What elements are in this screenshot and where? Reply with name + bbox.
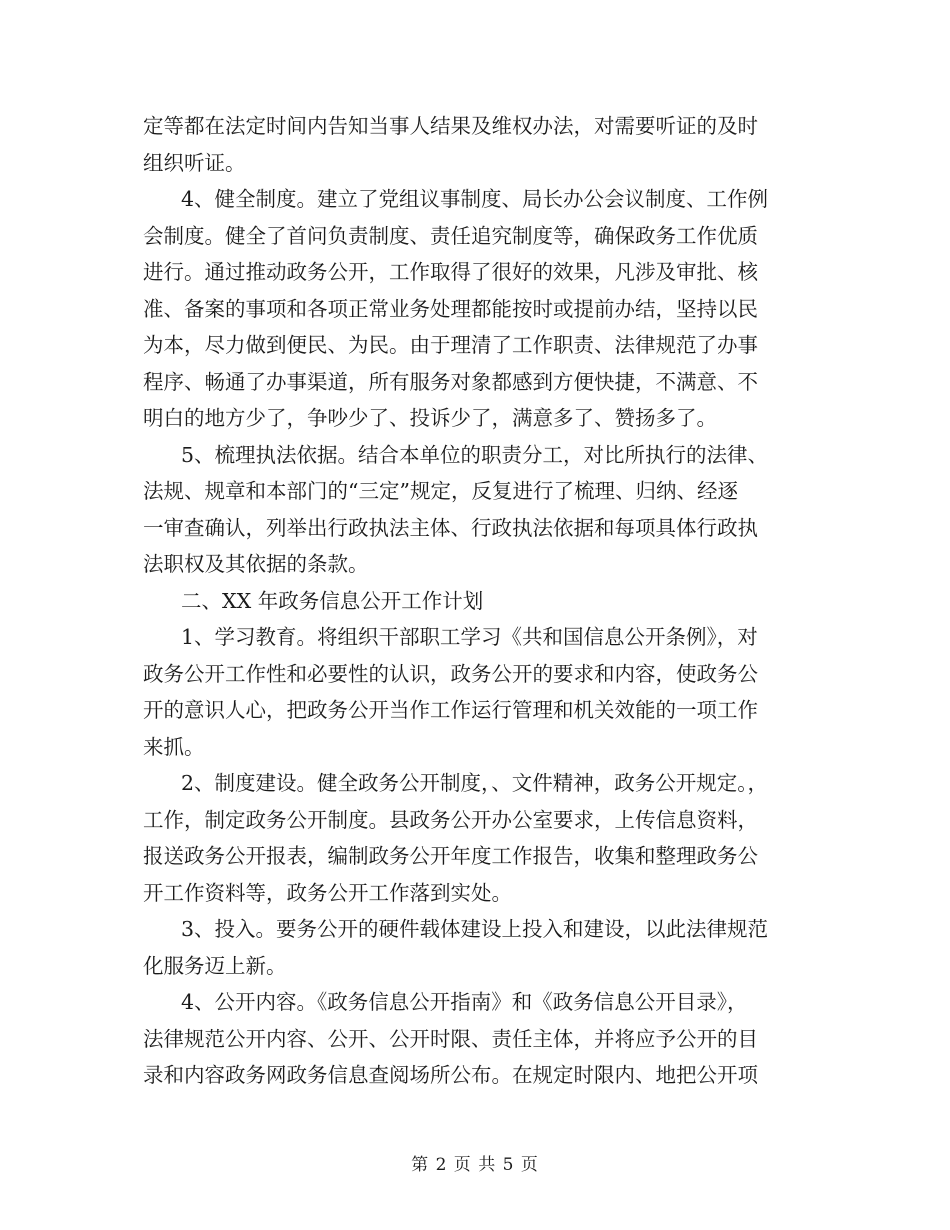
document-body bbox=[143, 108, 808, 1094]
text-line: 法职权及其依据的条款。 bbox=[143, 552, 369, 576]
text-line: 工作，制定政务公开制度。县政务公开办公室要求，上传信息资料， bbox=[143, 807, 758, 832]
text-line: 一审查确认，列举出行政执法主体、行政执法依据和每项具体行政执 bbox=[143, 515, 758, 540]
page-number-footer: 第 2 页 共 5 页 bbox=[411, 1155, 539, 1175]
text-line: 1、学习教育。将组织干部职工学习《共和国信息公开条例》，对 bbox=[181, 625, 758, 649]
text-line: 开工作资料等，政务公开工作落到实处。 bbox=[143, 880, 512, 905]
text-line: 来抓。 bbox=[143, 734, 205, 759]
text-line: 录和内容政务网政务信息查阅场所公布。在规定时限内、地把公开项 bbox=[143, 1063, 758, 1087]
text-line: 明白的地方少了，争吵少了、投诉少了，满意多了、赞扬多了。 bbox=[143, 406, 717, 430]
text-line: 为本，尽力做到便民、为民。由于理清了工作职责、法律规范了办事 bbox=[143, 333, 758, 357]
text-line: 法律规范公开内容、公开、公开时限、责任主体，并将应予公开的目 bbox=[143, 1026, 758, 1051]
text-line: 进行。通过推动政务公开，工作取得了很好的效果，凡涉及审批、核 bbox=[143, 260, 758, 284]
text-line: 组织听证。 bbox=[143, 150, 246, 175]
text-line: 准、备案的事项和各项正常业务处理都能按时或提前办结，坚持以民 bbox=[143, 296, 758, 321]
text-line: 政务公开工作性和必要性的认识，政务公开的要求和内容，使政务公 bbox=[143, 661, 758, 686]
text-line: 报送政务公开报表，编制政务公开年度工作报告，收集和整理政务公 bbox=[143, 844, 758, 868]
text-line: 定等都在法定时间内告知当事人结果及维权办法，对需要听证的及时 bbox=[143, 114, 758, 138]
text-line: 会制度。健全了首问负责制度、责任追究制度等，确保政务工作优质 bbox=[143, 223, 758, 248]
text-line: 4、公开内容。《政务信息公开指南》和《政务信息公开目录》， bbox=[181, 990, 748, 1014]
text-line: 法规、规章和本部门的“三定”规定，反复进行了梳理、归纳、经逐 bbox=[143, 479, 738, 503]
text-line: 2、制度建设。健全政务公开制度，、文件精神，政务公开规定。， bbox=[181, 771, 769, 795]
text-line: 二、XX 年政务信息公开工作计划 bbox=[181, 588, 484, 613]
text-line: 化服务迈上新。 bbox=[143, 953, 287, 978]
text-line: 开的意识人心，把政务公开当作工作运行管理和机关效能的一项工作 bbox=[143, 698, 758, 722]
text-line: 程序、畅通了办事渠道，所有服务对象都感到方便快捷，不满意、不 bbox=[143, 369, 758, 394]
text-line: 3、投入。要务公开的硬件载体建设上投入和建设，以此法律规范 bbox=[181, 917, 769, 941]
text-line: 4、健全制度。建立了党组议事制度、局长办公会议制度、工作例 bbox=[181, 187, 769, 211]
text-line: 5、梳理执法依据。结合本单位的职责分工，对比所执行的法律、 bbox=[181, 442, 769, 467]
